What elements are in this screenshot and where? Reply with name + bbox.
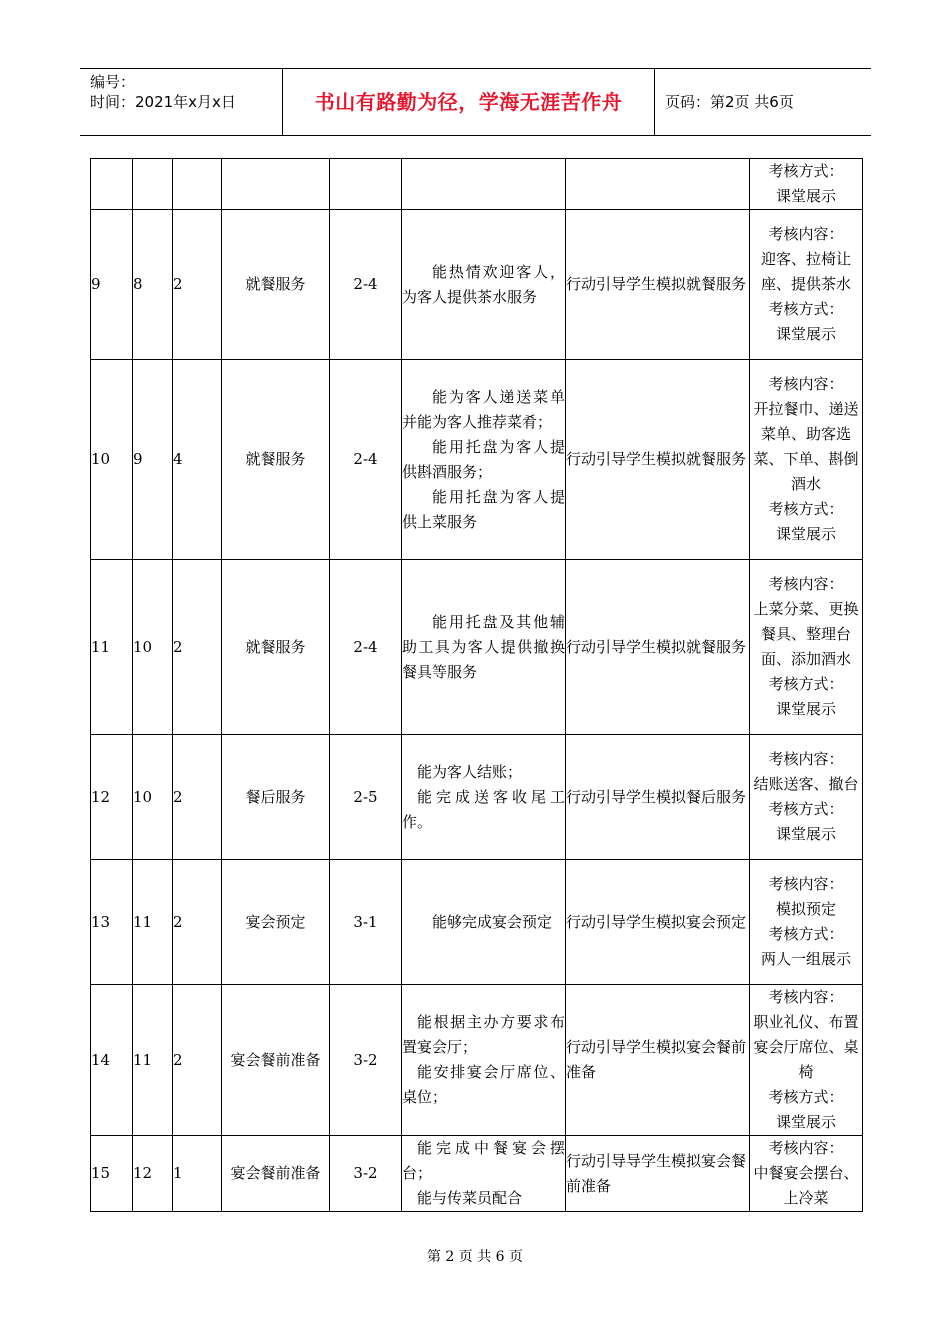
cell-unit: 2-5: [330, 735, 402, 860]
assessment-line: 考核内容：: [768, 575, 844, 593]
cell-method: 行动引导学生模拟就餐服务: [566, 560, 750, 735]
cell-unit: 2-4: [330, 360, 402, 560]
assessment-line: 考核方式：: [768, 162, 844, 180]
cell-hours: [173, 159, 222, 210]
assessment-line: 考核内容：: [768, 750, 844, 768]
table-row: [91, 735, 863, 860]
assessment-line: 考核内容：: [768, 875, 844, 893]
cell-objectives: [402, 210, 566, 360]
cell-assessment: [750, 210, 863, 360]
assessment-line: 课堂展示: [775, 700, 836, 718]
assessment-line: 模拟预定: [775, 900, 836, 918]
header-page-info: 页码：第2页 共6页: [665, 93, 794, 111]
assessment-line: 课堂展示: [775, 1113, 836, 1131]
cell-sequence: [91, 159, 133, 210]
cell-assessment: [750, 159, 863, 210]
cell-topic: 就餐服务: [222, 560, 330, 735]
assessment-line: 课堂展示: [775, 825, 836, 843]
cell-sequence: 12: [91, 735, 133, 860]
assessment-line: 考核方式：: [768, 675, 844, 693]
number-label: 编号：: [90, 73, 136, 91]
cell-week: 10: [133, 560, 173, 735]
cell-week: 12: [133, 1136, 173, 1212]
cell-unit: 3-2: [330, 985, 402, 1136]
cell-week: [133, 159, 173, 210]
assessment-line: 考核内容：: [768, 225, 844, 243]
page-footer: 第 2 页 共 6 页: [426, 1249, 524, 1265]
cell-topic: 餐后服务: [222, 735, 330, 860]
cell-hours: 2: [173, 985, 222, 1136]
assessment-line: 职业礼仪、布置宴会厅席位、桌椅: [753, 1013, 859, 1081]
assessment-line: 考核方式：: [768, 1088, 844, 1106]
cell-objectives: [402, 985, 566, 1136]
assessment-line: 考核方式：: [768, 925, 844, 943]
assessment-line: 考核方式：: [768, 800, 844, 818]
cell-unit: 2-4: [330, 560, 402, 735]
cell-assessment: [750, 560, 863, 735]
objective-line: 能为客人递送菜单并能为客人推荐菜肴；: [402, 387, 565, 431]
table-row: [91, 860, 863, 985]
cell-topic: 宴会餐前准备: [222, 1136, 330, 1212]
cell-objectives: [402, 560, 566, 735]
cell-week: 10: [133, 735, 173, 860]
assessment-line: 课堂展示: [775, 525, 836, 543]
objective-line: 能用托盘为客人提供斟酒服务；: [402, 437, 565, 481]
assessment-line: 上菜分菜、更换餐具、整理台面、添加酒水: [753, 600, 859, 668]
objective-line: 能够完成宴会预定: [432, 912, 553, 931]
cell-objectives: [402, 159, 566, 210]
table-row: [91, 360, 863, 560]
cell-topic: 就餐服务: [222, 210, 330, 360]
cell-sequence: 14: [91, 985, 133, 1136]
cell-method: 行动引导学生模拟宴会预定: [566, 860, 750, 985]
cell-sequence: 10: [91, 360, 133, 560]
assessment-line: 课堂展示: [775, 187, 836, 205]
assessment-line: 考核方式：: [768, 300, 844, 318]
table-row: [91, 210, 863, 360]
cell-assessment: [750, 360, 863, 560]
cell-week: 8: [133, 210, 173, 360]
cell-objectives: [402, 860, 566, 985]
table-row: [91, 159, 863, 210]
header-motto: 书山有路勤为径，学海无涯苦作舟: [283, 69, 655, 135]
objective-line: 能完成送客收尾工作。: [402, 787, 565, 831]
cell-assessment: [750, 985, 863, 1136]
cell-method: 行动引导学生模拟就餐服务: [566, 210, 750, 360]
cell-week: 9: [133, 360, 173, 560]
cell-hours: 2: [173, 735, 222, 860]
objective-line: 能为客人结账；: [417, 762, 523, 781]
cell-hours: 2: [173, 210, 222, 360]
assessment-line: 课堂展示: [775, 325, 836, 343]
assessment-line: 考核内容：: [768, 375, 844, 393]
header-meta: [80, 69, 283, 135]
cell-sequence: 11: [91, 560, 133, 735]
cell-sequence: 9: [91, 210, 133, 360]
cell-hours: 2: [173, 860, 222, 985]
cell-sequence: 13: [91, 860, 133, 985]
assessment-line: 考核内容：: [768, 988, 844, 1006]
assessment-line: 考核方式：: [768, 500, 844, 518]
cell-unit: [330, 159, 402, 210]
cell-hours: 4: [173, 360, 222, 560]
objective-line: 能完成中餐宴会摆台；: [402, 1139, 565, 1182]
cell-assessment: [750, 735, 863, 860]
cell-objectives: [402, 1136, 566, 1212]
cell-topic: 宴会预定: [222, 860, 330, 985]
time-label: 时间：2021年x月x日: [90, 93, 236, 111]
cell-unit: 3-1: [330, 860, 402, 985]
objective-line: 能根据主办方要求布置宴会厅；: [402, 1013, 565, 1056]
course-schedule-table: [90, 158, 863, 1212]
cell-objectives: [402, 735, 566, 860]
cell-topic: 宴会餐前准备: [222, 985, 330, 1136]
assessment-line: 迎客、拉椅让座、提供茶水: [760, 250, 851, 293]
cell-method: 行动引导导学生模拟宴会餐前准备: [566, 1136, 750, 1212]
cell-method: 行动引导学生模拟就餐服务: [566, 360, 750, 560]
objective-line: 能用托盘为客人提供上菜服务: [402, 487, 565, 531]
cell-method: [566, 159, 750, 210]
cell-sequence: 15: [91, 1136, 133, 1212]
assessment-line: 考核内容：: [768, 1139, 844, 1157]
objective-line: 能用托盘及其他辅助工具为客人提供撤换餐具等服务: [402, 612, 565, 681]
cell-topic: 就餐服务: [222, 360, 330, 560]
objective-line: 能热情欢迎客人，为客人提供茶水服务: [402, 262, 565, 306]
cell-method: 行动引导学生模拟宴会餐前准备: [566, 985, 750, 1136]
cell-objectives: [402, 360, 566, 560]
objective-line: 能安排宴会厅席位、桌位；: [402, 1063, 565, 1106]
assessment-line: 两人一组展示: [760, 950, 851, 968]
table-row: [91, 985, 863, 1136]
cell-unit: 3-2: [330, 1136, 402, 1212]
table-row: [91, 1136, 863, 1212]
cell-week: 11: [133, 985, 173, 1136]
cell-unit: 2-4: [330, 210, 402, 360]
cell-hours: 1: [173, 1136, 222, 1212]
cell-assessment: [750, 1136, 863, 1212]
cell-week: 11: [133, 860, 173, 985]
assessment-line: 中餐宴会摆台、上冷菜: [753, 1164, 859, 1207]
assessment-line: 开拉餐巾、递送菜单、助客选菜、下单、斟倒酒水: [753, 400, 859, 493]
cell-topic: [222, 159, 330, 210]
cell-assessment: [750, 860, 863, 985]
table-row: [91, 560, 863, 735]
objective-line: 能与传菜员配合: [417, 1189, 523, 1207]
assessment-line: 结账送客、撤台: [753, 775, 859, 793]
page-header: [80, 68, 871, 136]
cell-method: 行动引导学生模拟餐后服务: [566, 735, 750, 860]
cell-hours: 2: [173, 560, 222, 735]
